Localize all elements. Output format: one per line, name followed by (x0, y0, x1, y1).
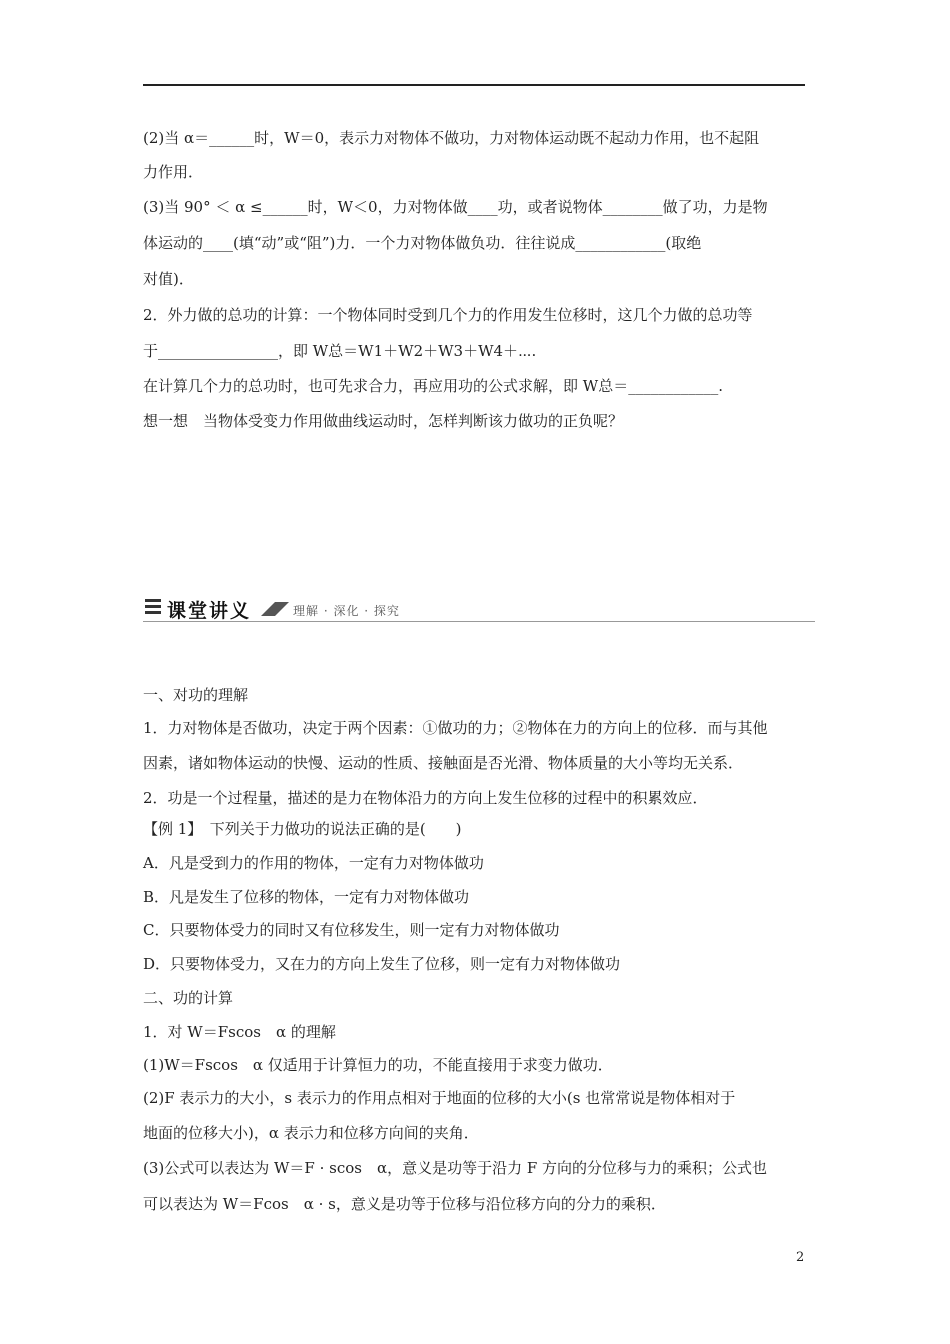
text-line: 1．力对物体是否做功，决定于两个因素：①做功的力；②物体在力的方向上的位移．而与其他 (143, 719, 768, 737)
text-line: 二、功的计算 (143, 989, 234, 1007)
text-line: 1．对 W＝Fscos α 的理解 (143, 1023, 336, 1041)
text-line: C．只要物体受力的同时又有位移发生，则一定有力对物体做功 (143, 921, 560, 939)
text-line: D．只要物体受力，又在力的方向上发生了位移，则一定有力对物体做功 (143, 955, 621, 973)
section-header (143, 596, 815, 624)
text-line: (2)F 表示力的大小，s 表示力的作用点相对于地面的位移的大小(s 也常常说是物体相对于 (143, 1089, 736, 1107)
section-rule (143, 621, 815, 622)
text-line: (2)当 α＝______时，W＝0，表示力对物体不做功，力对物体运动既不起动力作用，也不起阻 (143, 129, 760, 147)
text-line: 因素，诸如物体运动的快慢、运动的性质、接触面是否光滑、物体质量的大小等均无关系． (143, 754, 744, 772)
text-line: (1)W＝Fscos α 仅适用于计算恒力的功，不能直接用于求变力做功． (143, 1056, 613, 1074)
text-line: 对值)． (143, 270, 194, 288)
section-bars-icon (145, 599, 161, 619)
text-line: 地面的位移大小)，α 表示力和位移方向间的夹角． (143, 1124, 479, 1142)
text-line: (3)公式可以表达为 W＝F · scos α，意义是功等于沿力 F 方向的分位移与力的乘积；公式也 (143, 1159, 768, 1177)
text-line: 想一想 当物体受变力作用做曲线运动时，怎样判断该力做功的正负呢？ (143, 412, 624, 430)
text-line: 2．功是一个过程量，描述的是力在物体沿力的方向上发生位移的过程中的积累效应． (143, 789, 708, 807)
header-rule (143, 84, 805, 86)
text-line: 可以表达为 W＝Fcos α · s，意义是功等于位移与沿位移方向的分力的乘积． (143, 1195, 666, 1213)
text-line: 2．外力做的总功的计算：一个物体同时受到几个力的作用发生位移时，这几个力做的总功等 (143, 306, 753, 324)
text-line: 【例 1】 下列关于力做功的说法正确的是( ) (143, 820, 462, 838)
text-line: (3)当 90° ＜ α ≤______时，W＜0，力对物体做____功，或者说物体________做了功，力是物 (143, 198, 768, 216)
text-line: A．凡是受到力的作用的物体，一定有力对物体做功 (143, 854, 484, 872)
section-subtitle: 理解 · 深化 · 探究 (293, 604, 400, 618)
section-title: 课堂讲义 (167, 600, 252, 622)
page-number: 2 (796, 1250, 805, 1265)
text-line: 一、对功的理解 (143, 686, 249, 704)
text-line: 力作用． (143, 163, 204, 181)
text-line: B．凡是发生了位移的物体，一定有力对物体做功 (143, 888, 470, 906)
text-line: 于________________，即 W总＝W1＋W2＋W3＋W4＋⋯. (143, 342, 537, 360)
text-line: 在计算几个力的总功时，也可先求合力，再应用功的公式求解，即 W总＝____________. (143, 377, 723, 395)
text-line: 体运动的____(填“动”或“阻”)力．一个力对物体做负功．往往说成____________(取绝 (143, 234, 702, 252)
